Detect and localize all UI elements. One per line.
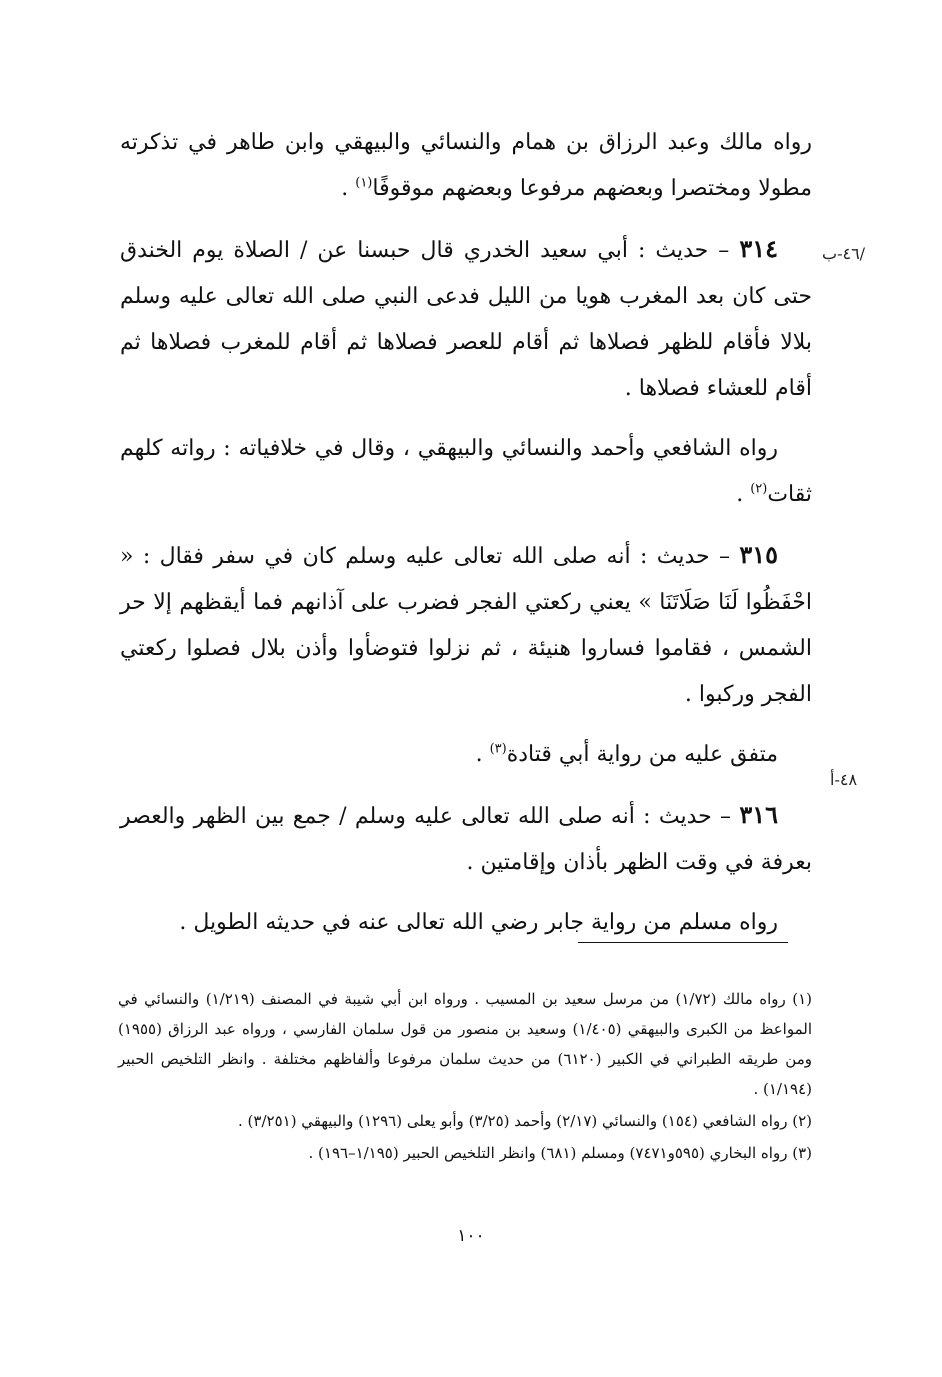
paragraph-end: . xyxy=(341,176,356,201)
hadith-text: – حديث : أنه صلى الله تعالى عليه وسلم / جمع بين الظهر والعصر بعرفة في وقت الظهر بأذان وإقامتين . xyxy=(120,804,812,875)
paragraph-end: . xyxy=(736,482,751,507)
hadith-number: ٣١٤ xyxy=(739,234,778,263)
paragraph-text: رواه مالك وعبد الرزاق بن همام والنسائي والبيهقي وابن طاهر في تذكرته مطولا ومختصرا وبعضهم مرفوعا وبعضهم موقوفًا xyxy=(120,130,812,201)
footnote-1: (١) رواه مالك (١/٧٢) من مرسل سعيد بن المسيب . ورواه ابن أبي شيبة في المصنف (١/٢١٩) والنسائي في المواعظ من الكبرى والبيهقي (١/٤٠٥) وسعيد بن منصور من قول سلمان الفارسي ، ورواه عبد الرزاق (١٩٥٥) ومن طريقه الطبراني في الكبير (٦١٢٠) من حديث سلمان مرفوعا وألفاظهم مختلفة . وانظر التلخيص الحبير (١/١٩٤) . xyxy=(118,990,812,1098)
margin-note-folio-46b: /٤٦-ب xyxy=(822,244,866,263)
margin-note-folio-48a: ٤٨-أ xyxy=(830,770,858,789)
hadith-number: ٣١٦ xyxy=(739,800,778,829)
footnote-2: (٢) رواه الشافعي (١٥٤) والنسائي (٢/١٧) وأحمد (٣/٢٥) وأبو يعلى (١٢٩٦) والبيهقي (٣/٢٥١) . xyxy=(238,1112,812,1130)
footnotes xyxy=(118,984,812,1170)
paragraph-takhrij-3 xyxy=(120,732,812,778)
main-text xyxy=(120,120,812,946)
footnote-ref-2: (٢) xyxy=(750,481,768,497)
paragraph-takhrij-1 xyxy=(120,120,812,212)
paragraph-takhrij-2 xyxy=(120,426,812,518)
page-number: ١٠٠ xyxy=(457,1226,485,1246)
hadith-315 xyxy=(120,532,812,718)
hadith-number: ٣١٥ xyxy=(739,540,778,569)
hadith-text: – حديث : أبي سعيد الخدري قال حبسنا عن / الصلاة يوم الخندق حتى كان بعد المغرب هويا من الليل فدعى النبي صلى الله تعالى عليه وسلم بلالا فأقام للظهر فصلاها ثم أقام للعصر فصلاها ثم أقام للمغرب فصلاها ثم أقام للعشاء فصلاها . xyxy=(120,238,812,401)
hadith-316 xyxy=(120,792,812,886)
paragraph-takhrij-4: رواه مسلم من رواية جابر رضي الله تعالى عنه في حديثه الطويل . xyxy=(179,910,778,935)
paragraph-text: رواه الشافعي وأحمد والنسائي والبيهقي ، وقال في خلافياته : رواته كلهم ثقات xyxy=(120,436,812,507)
hadith-314 xyxy=(120,226,812,412)
paragraph-end: . xyxy=(475,742,490,767)
paragraph-text: متفق عليه من رواية أبي قتادة xyxy=(506,742,778,767)
footnote-ref-1: (١) xyxy=(355,175,373,191)
footnote-3: (٣) رواه البخاري (٥٩٥و٧٤٧١) ومسلم (٦٨١) وانظر التلخيص الحبير (١/١٩٥–١٩٦) . xyxy=(308,1144,812,1162)
footnote-ref-3: (٣) xyxy=(489,741,507,757)
footnote-separator xyxy=(578,942,788,943)
hadith-text: – حديث : أنه صلى الله تعالى عليه وسلم كان في سفر فقال : « احْفَظُوا لَنَا صَلَاتَنَا » يعني ركعتي الفجر فضرب على آذانهم فما أيقظهم إلا حر الشمس ، فقاموا فساروا هنيئة ، ثم نزلوا فتوضأوا وأذن بلال فصلوا ركعتي الفجر وركبوا . xyxy=(120,544,812,707)
